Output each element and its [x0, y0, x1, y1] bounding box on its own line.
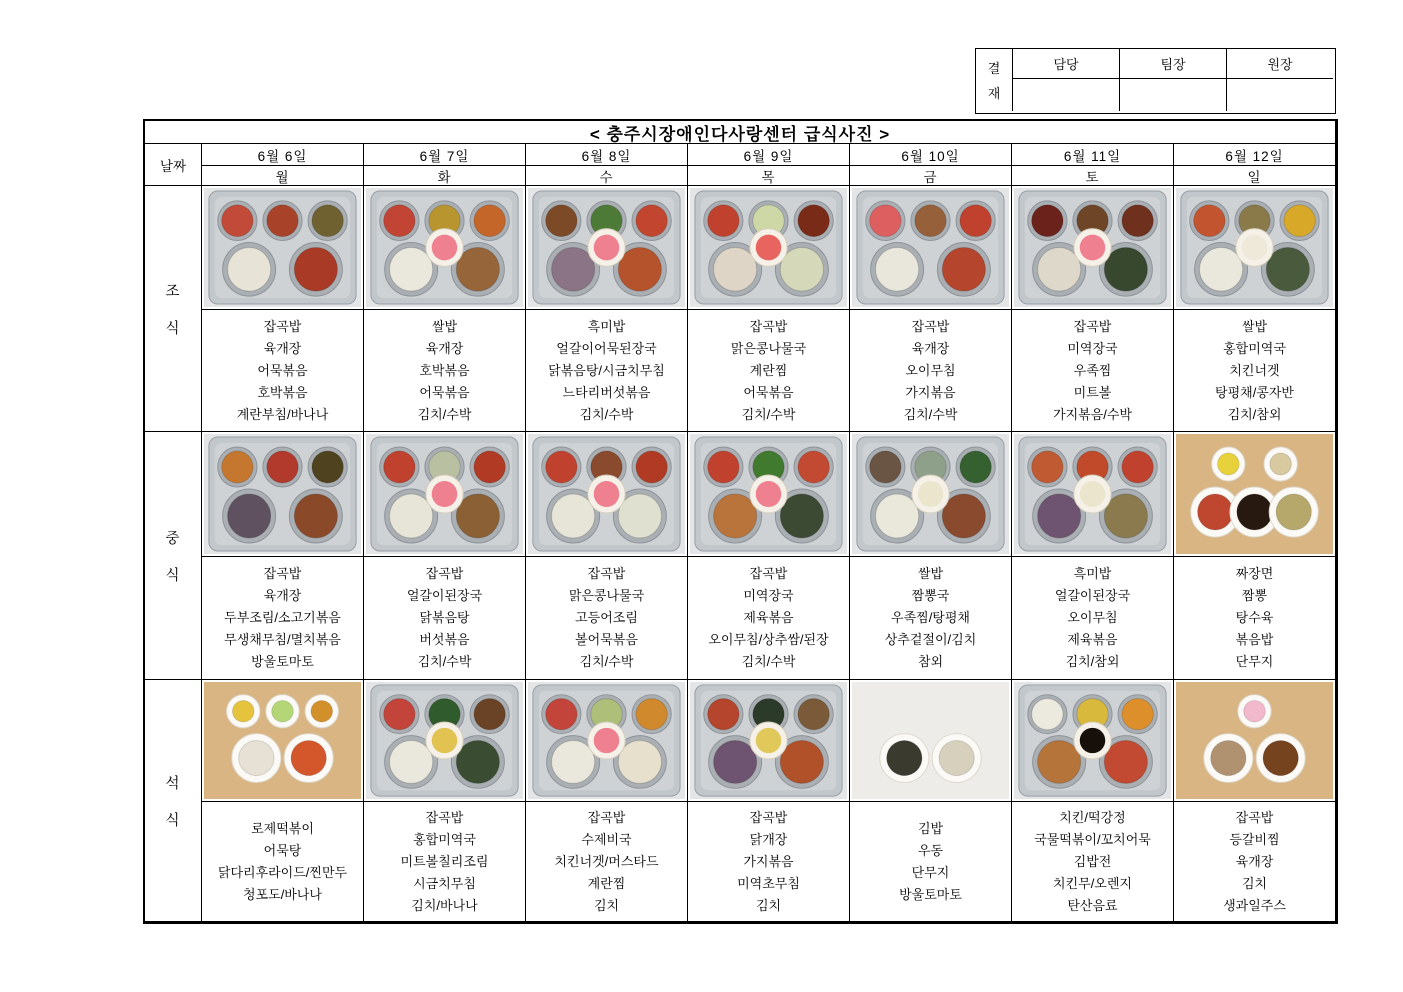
weekday-cell: 금 — [850, 166, 1012, 186]
menu-line: 호박볶음 — [419, 362, 470, 378]
menu-line: 제육볶음 — [743, 610, 794, 625]
menu-line: 볶음밥 — [1235, 632, 1274, 647]
menu-line: 잡곡밥 — [911, 318, 950, 334]
menu-line: 등갈비찜 — [1229, 831, 1280, 847]
food-tray-photo — [366, 434, 523, 554]
menu-line: 맑은콩나물국 — [730, 340, 807, 356]
food-tray-photo — [690, 434, 847, 554]
menu-line: 홍합미역국 — [1223, 340, 1286, 356]
food-tray-photo — [1176, 434, 1333, 554]
meal-photo-dinner — [850, 680, 1012, 802]
weekday-cell: 일 — [1174, 166, 1336, 186]
menu-line: 어묵볶음 — [743, 384, 794, 400]
date-cell: 6월 7일 — [364, 144, 526, 166]
menu-line: 계란찜 — [587, 875, 626, 891]
menu-line: 얼갈이어묵된장국 — [556, 340, 657, 356]
menu-line: 김치/수박 — [903, 406, 958, 422]
menu-line: 흑미밥 — [587, 318, 626, 334]
menu-line: 김치 — [1241, 875, 1268, 891]
menu-line: 김밥 — [917, 820, 944, 836]
menu-line: 김치/참외 — [1227, 406, 1282, 422]
date-cell: 6월 8일 — [526, 144, 688, 166]
meal-photo-breakfast — [202, 186, 364, 310]
weekday-cell: 화 — [364, 166, 526, 186]
meal-menu-dinner — [850, 802, 1012, 922]
menu-line: 짜장면 — [1235, 566, 1274, 581]
approval-col-wonjang: 원장 — [1227, 49, 1333, 79]
menu-line: 우동 — [917, 842, 944, 858]
date-cell: 6월 12일 — [1174, 144, 1336, 166]
food-tray-photo — [528, 188, 685, 307]
meal-photo-lunch — [850, 432, 1012, 557]
meal-menu-lunch — [364, 557, 526, 680]
meal-photo-dinner — [688, 680, 850, 802]
menu-line: 육개장 — [1235, 853, 1274, 869]
menu-line: 김치/수박 — [741, 654, 796, 669]
menu-line: 탄산음료 — [1067, 897, 1118, 913]
menu-line: 짬뽕 — [1241, 588, 1268, 603]
menu-line: 방울토마토 — [251, 654, 314, 669]
meal-photo-dinner — [202, 680, 364, 802]
menu-line: 치킨무/오렌지 — [1053, 875, 1132, 891]
date-cell: 6월 6일 — [202, 144, 364, 166]
food-tray-photo — [204, 188, 361, 307]
menu-line: 김치/수박 — [741, 406, 796, 422]
menu-line: 닭볶음탕 — [419, 610, 470, 625]
weekday-cell: 토 — [1012, 166, 1174, 186]
menu-line: 육개장 — [911, 340, 950, 356]
meal-menu-breakfast — [526, 310, 688, 432]
menu-line: 짬뽕국 — [911, 588, 950, 603]
approval-col-damdang: 담당 — [1013, 49, 1120, 79]
food-tray-photo — [690, 682, 847, 799]
meal-menu-breakfast — [1174, 310, 1336, 432]
menu-line: 닭개장 — [749, 831, 788, 847]
food-tray-photo — [528, 434, 685, 554]
menu-line: 우족찜/탕평채 — [891, 610, 970, 625]
approval-sign-cell — [1013, 79, 1120, 111]
menu-line: 김치/바나나 — [411, 897, 478, 913]
menu-line: 어묵탕 — [263, 842, 302, 858]
menu-line: 상추겉절이/김치 — [884, 632, 977, 647]
menu-line: 치킨/떡강정 — [1059, 809, 1126, 825]
food-tray-photo — [1014, 682, 1171, 799]
menu-line: 오이무침 — [1067, 610, 1118, 625]
food-tray-photo — [204, 434, 361, 554]
menu-line: 홍합미역국 — [413, 831, 476, 847]
meal-photo-dinner — [1174, 680, 1336, 802]
menu-line: 육개장 — [263, 588, 302, 603]
food-tray-photo — [852, 188, 1009, 307]
menu-line: 호박볶음 — [257, 384, 308, 400]
date-cell: 6월 11일 — [1012, 144, 1174, 166]
menu-line: 얼갈이된장국 — [406, 588, 483, 603]
menu-line: 청포도/바나나 — [243, 886, 322, 902]
menu-line: 잡곡밥 — [587, 566, 626, 581]
meal-photo-lunch — [202, 432, 364, 557]
meal-label-lunch: 중 식 — [145, 432, 202, 680]
approval-sign-cell — [1120, 79, 1227, 111]
food-tray-photo — [690, 188, 847, 307]
food-tray-photo — [1176, 682, 1333, 799]
menu-line: 쌀밥 — [917, 566, 944, 581]
menu-line: 생과일주스 — [1223, 897, 1286, 913]
weekday-cell: 월 — [202, 166, 364, 186]
meal-photo-lunch — [526, 432, 688, 557]
menu-line: 볼어묵볶음 — [575, 632, 638, 647]
menu-line: 김밥전 — [1073, 853, 1112, 869]
menu-line: 미트볼칠리조림 — [400, 853, 489, 869]
date-header-label: 날짜 — [145, 144, 202, 186]
menu-line: 김치/수박 — [417, 654, 472, 669]
meal-photo-breakfast — [1174, 186, 1336, 310]
menu-line: 잡곡밥 — [425, 809, 464, 825]
menu-line: 우족찜 — [1073, 362, 1112, 378]
menu-line: 계란찜 — [749, 362, 788, 378]
food-tray-photo — [528, 682, 685, 799]
meal-menu-lunch — [850, 557, 1012, 680]
meal-menu-lunch — [202, 557, 364, 680]
menu-line: 미역장국 — [743, 588, 794, 603]
menu-line: 오이무침 — [905, 362, 956, 378]
menu-line: 버섯볶음 — [419, 632, 470, 647]
menu-line: 어묵볶음 — [257, 362, 308, 378]
food-tray-photo — [852, 434, 1009, 554]
menu-line: 치킨너겟 — [1229, 362, 1280, 378]
meal-photo-breakfast — [364, 186, 526, 310]
menu-line: 맑은콩나물국 — [568, 588, 645, 603]
food-tray-photo — [1014, 188, 1171, 307]
menu-line: 고등어조림 — [575, 610, 638, 625]
menu-line: 가지볶음 — [905, 384, 956, 400]
food-tray-photo — [204, 682, 361, 799]
meal-photo-lunch — [688, 432, 850, 557]
meal-menu-dinner — [1012, 802, 1174, 922]
food-tray-photo — [1176, 188, 1333, 307]
menu-line: 김치/수박 — [579, 654, 634, 669]
food-tray-photo — [852, 682, 1009, 799]
food-tray-photo — [1014, 434, 1171, 554]
meal-menu-dinner — [688, 802, 850, 922]
meal-photo-lunch — [1012, 432, 1174, 557]
menu-line: 김치/참외 — [1065, 654, 1120, 669]
page-title: < 충주시장애인다사랑센터 급식사진 > — [145, 121, 1336, 144]
menu-line: 치킨너겟/머스타드 — [554, 853, 659, 869]
menu-line: 무생채무침/멸치볶음 — [224, 632, 341, 647]
meal-menu-breakfast — [202, 310, 364, 432]
meal-menu-dinner — [526, 802, 688, 922]
menu-line: 김치 — [755, 897, 782, 913]
menu-line: 느타리버섯볶음 — [562, 384, 651, 400]
meal-photo-dinner — [1012, 680, 1174, 802]
meal-menu-lunch — [1012, 557, 1174, 680]
menu-line: 김치/수박 — [579, 406, 634, 422]
meal-menu-breakfast — [364, 310, 526, 432]
meal-menu-lunch — [526, 557, 688, 680]
meal-menu-breakfast — [850, 310, 1012, 432]
approval-box — [975, 48, 1336, 114]
meal-menu-dinner — [1174, 802, 1336, 922]
menu-line: 잡곡밥 — [263, 318, 302, 334]
weekday-cell: 목 — [688, 166, 850, 186]
menu-line: 잡곡밥 — [425, 566, 464, 581]
menu-line: 쌀밥 — [431, 318, 458, 334]
menu-line: 참외 — [917, 654, 944, 669]
menu-line: 육개장 — [263, 340, 302, 356]
menu-line: 육개장 — [425, 340, 464, 356]
meal-menu-dinner — [202, 802, 364, 922]
menu-line: 로제떡볶이 — [251, 820, 314, 836]
meal-menu-lunch — [1174, 557, 1336, 680]
menu-line: 잡곡밥 — [587, 809, 626, 825]
menu-line: 닭다리후라이드/찐만두 — [217, 864, 348, 880]
food-tray-photo — [366, 188, 523, 307]
menu-line: 잡곡밥 — [1073, 318, 1112, 334]
menu-line: 제육볶음 — [1067, 632, 1118, 647]
menu-line: 국물떡볶이/꼬치어묵 — [1034, 831, 1151, 847]
menu-line: 탕수육 — [1235, 610, 1274, 625]
meal-menu-breakfast — [1012, 310, 1174, 432]
menu-line: 흑미밥 — [1073, 566, 1112, 581]
meal-photo-lunch — [1174, 432, 1336, 557]
menu-line: 미트볼 — [1073, 384, 1112, 400]
menu-line: 잡곡밥 — [749, 318, 788, 334]
menu-line: 시금치무침 — [413, 875, 476, 891]
weekday-cell: 수 — [526, 166, 688, 186]
approval-stamp-label: 결 재 — [976, 49, 1013, 111]
menu-line: 오이무침/상추쌈/된장 — [708, 632, 829, 647]
menu-line: 어묵볶음 — [419, 384, 470, 400]
menu-line: 방울토마토 — [899, 886, 962, 902]
meal-menu-lunch — [688, 557, 850, 680]
menu-line: 잡곡밥 — [1235, 809, 1274, 825]
menu-line: 잡곡밥 — [263, 566, 302, 581]
date-cell: 6월 9일 — [688, 144, 850, 166]
menu-line: 탕평채/콩자반 — [1215, 384, 1294, 400]
menu-line: 단무지 — [911, 864, 950, 880]
menu-line: 잡곡밥 — [749, 809, 788, 825]
meal-menu-dinner — [364, 802, 526, 922]
menu-line: 계란부침/바나나 — [236, 406, 329, 422]
meal-photo-breakfast — [850, 186, 1012, 310]
menu-line: 김치 — [593, 897, 620, 913]
menu-line: 가지볶음 — [743, 853, 794, 869]
meal-photo-dinner — [526, 680, 688, 802]
meal-menu-breakfast — [688, 310, 850, 432]
date-cell: 6월 10일 — [850, 144, 1012, 166]
menu-line: 미역초무침 — [737, 875, 800, 891]
menu-line: 쌀밥 — [1241, 318, 1268, 334]
meal-label-dinner: 석 식 — [145, 680, 202, 922]
meal-photo-breakfast — [688, 186, 850, 310]
menu-line: 두부조림/소고기볶음 — [224, 610, 341, 625]
meal-table — [143, 119, 1338, 924]
approval-sign-cell — [1227, 79, 1333, 111]
meal-photo-dinner — [364, 680, 526, 802]
menu-line: 가지볶음/수박 — [1053, 406, 1132, 422]
approval-col-timjang: 팀장 — [1120, 49, 1227, 79]
menu-line: 수제비국 — [581, 831, 632, 847]
menu-line: 잡곡밥 — [749, 566, 788, 581]
meal-photo-breakfast — [1012, 186, 1174, 310]
menu-line: 미역장국 — [1067, 340, 1118, 356]
menu-line: 얼갈이된장국 — [1054, 588, 1131, 603]
meal-photo-lunch — [364, 432, 526, 557]
menu-line: 닭볶음탕/시금치무침 — [548, 362, 665, 378]
food-tray-photo — [366, 682, 523, 799]
meal-photo-breakfast — [526, 186, 688, 310]
meal-label-breakfast: 조 식 — [145, 186, 202, 432]
menu-line: 단무지 — [1235, 654, 1274, 669]
menu-line: 김치/수박 — [417, 406, 472, 422]
